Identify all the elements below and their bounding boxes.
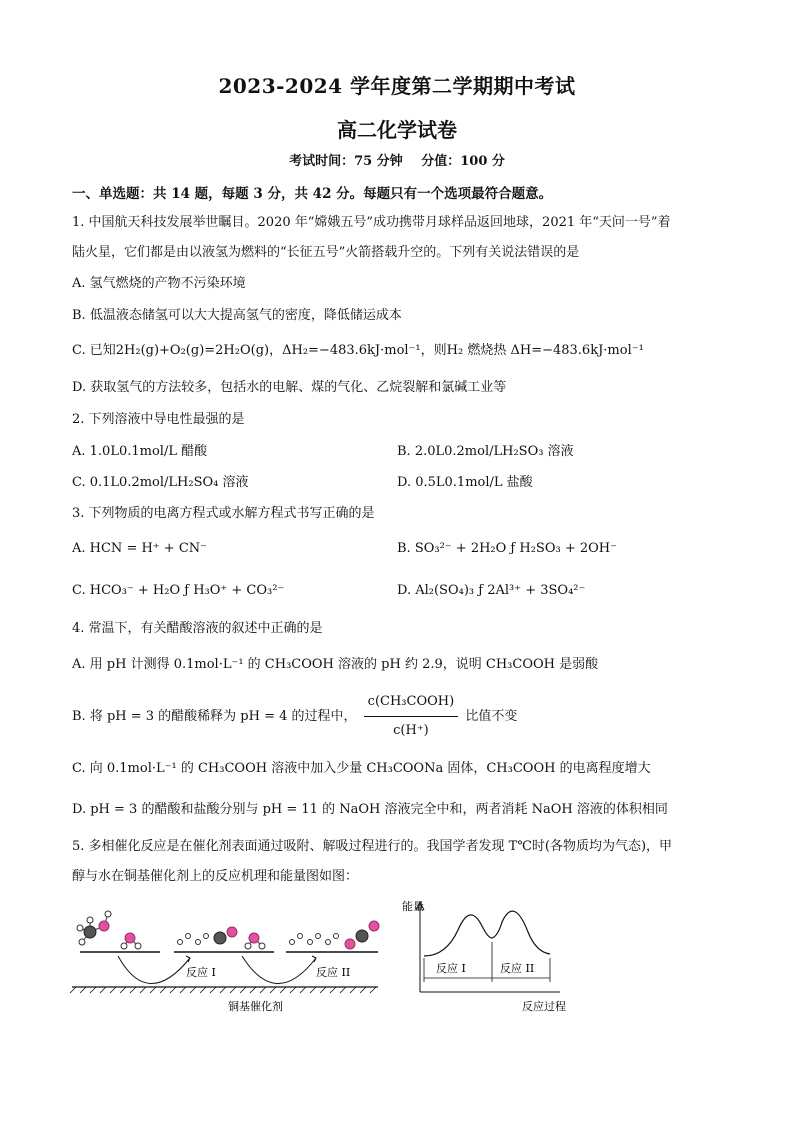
exam-time: 考试时间：75 分钟 [289, 154, 403, 169]
label-energy-reaction-2: 反应 II [500, 962, 535, 975]
q3-option-d: D. Al₂(SO₄)₃ ƒ 2Al³⁺ + 3SO₄²⁻ [397, 583, 586, 598]
exam-title: 2023-2024 学年度第二学期期中考试 [218, 74, 576, 98]
label-reaction-2: 反应 II [316, 966, 351, 979]
exam-meta [0, 150, 794, 169]
q2-option-b: B. 2.0L0.2mol/LH₂SO₃ 溶液 [397, 444, 574, 459]
q4-option-c: C. 向 0.1mol·L⁻¹ 的 CH₃COOH 溶液中加入少量 CH₃COONa 固体，CH₃COOH 的电离程度增大 [72, 761, 651, 776]
q1-c-post: H₂ 燃烧热 ΔH=−483.6kJ·mol⁻¹ [446, 343, 644, 358]
q1-c-mid: ，则 [420, 343, 447, 358]
q1-option-a: A. 氢气燃烧的产物不污染环境 [72, 276, 246, 291]
q4-b-post: 比值不变 [465, 709, 518, 724]
q5-stem-line1: 5. 多相催化反应是在催化剂表面通过吸附、解吸过程进行的。我国学者发现 T℃时(各物质均为气态)，甲 [72, 839, 673, 854]
label-energy-axis: 能量 [402, 900, 424, 913]
q4-option-d: D. pH = 3 的醋酸和盐酸分别与 pH = 11 的 NaOH 溶液完全中和，两者消耗 NaOH 溶液的体积相同 [72, 802, 668, 817]
q4-b-denominator: c(H⁺) [393, 723, 429, 738]
section-heading: 一、单选题：共 14 题，每题 3 分，共 42 分。每题只有一个选项最符合题意。 [72, 186, 553, 202]
q4-b-numerator: c(CH₃COOH) [364, 690, 459, 717]
energy-diagram [402, 899, 566, 1013]
q5-stem-line2: 醇与水在铜基催化剂上的反应机理和能量图如图： [72, 869, 359, 884]
q1-option-d: D. 获取氢气的方法较多，包括水的电解、煤的气化、乙烷裂解和氯碱工业等 [72, 380, 507, 395]
reaction-figure [68, 892, 588, 1022]
label-reaction-1: 反应 I [186, 966, 216, 979]
exam-score: 分值：100 分 [421, 154, 505, 169]
q1-option-b: B. 低温液态储氢可以大大提高氢气的密度，降低储运成本 [72, 308, 402, 323]
q3-option-b: B. SO₃²⁻ + 2H₂O ƒ H₂SO₃ + 2OH⁻ [397, 541, 617, 556]
q4-option-a: A. 用 pH 计测得 0.1mol·L⁻¹ 的 CH₃COOH 溶液的 pH 约 2.9，说明 CH₃COOH 是弱酸 [72, 657, 599, 672]
exam-subtitle: 高二化学试卷 [337, 118, 457, 142]
q2-option-a: A. 1.0L0.1mol/L 醋酸 [72, 444, 208, 459]
label-catalyst: 铜基催化剂 [228, 1000, 283, 1013]
q1-option-c [72, 342, 644, 360]
q1-stem-line2: 陆火星，它们都是由以液氢为燃料的“长征五号”火箭搭载升空的。下列有关说法错误的是 [72, 245, 580, 260]
q4-stem: 4. 常温下，有关醋酸溶液的叙述中正确的是 [72, 621, 323, 636]
q2-stem: 2. 下列溶液中导电性最强的是 [72, 412, 245, 427]
q4-b-pre: B. 将 pH = 3 的醋酸稀释为 pH = 4 的过程中， [72, 709, 357, 724]
q2-option-d: D. 0.5L0.1mol/L 盐酸 [397, 475, 533, 490]
mechanism-diagram [70, 911, 379, 1013]
q4-option-b [72, 690, 517, 743]
q3-stem: 3. 下列物质的电离方程式或水解方程式书写正确的是 [72, 506, 375, 521]
q2-option-c: C. 0.1L0.2mol/LH₂SO₄ 溶液 [72, 475, 249, 490]
label-energy-reaction-1: 反应 I [436, 962, 466, 975]
label-process-axis: 反应过程 [522, 1000, 566, 1013]
q1-stem-line1: 1. 中国航天科技发展举世瞩目。2020 年“嫦娥五号”成功携带月球样品返回地球，2021 年“天问一号”着 [72, 215, 671, 230]
q3-option-a: A. HCN = H⁺ + CN⁻ [72, 541, 208, 556]
q4-b-fraction [364, 690, 459, 743]
q1-c-equation: 2H₂(g)+O₂(g)=2H₂O(g)，ΔH₂=−483.6kJ·mol⁻¹ [115, 343, 421, 358]
q3-option-c: C. HCO₃⁻ + H₂O ƒ H₃O⁺ + CO₃²⁻ [72, 583, 285, 598]
q1-c-pre: C. 已知 [72, 343, 116, 358]
